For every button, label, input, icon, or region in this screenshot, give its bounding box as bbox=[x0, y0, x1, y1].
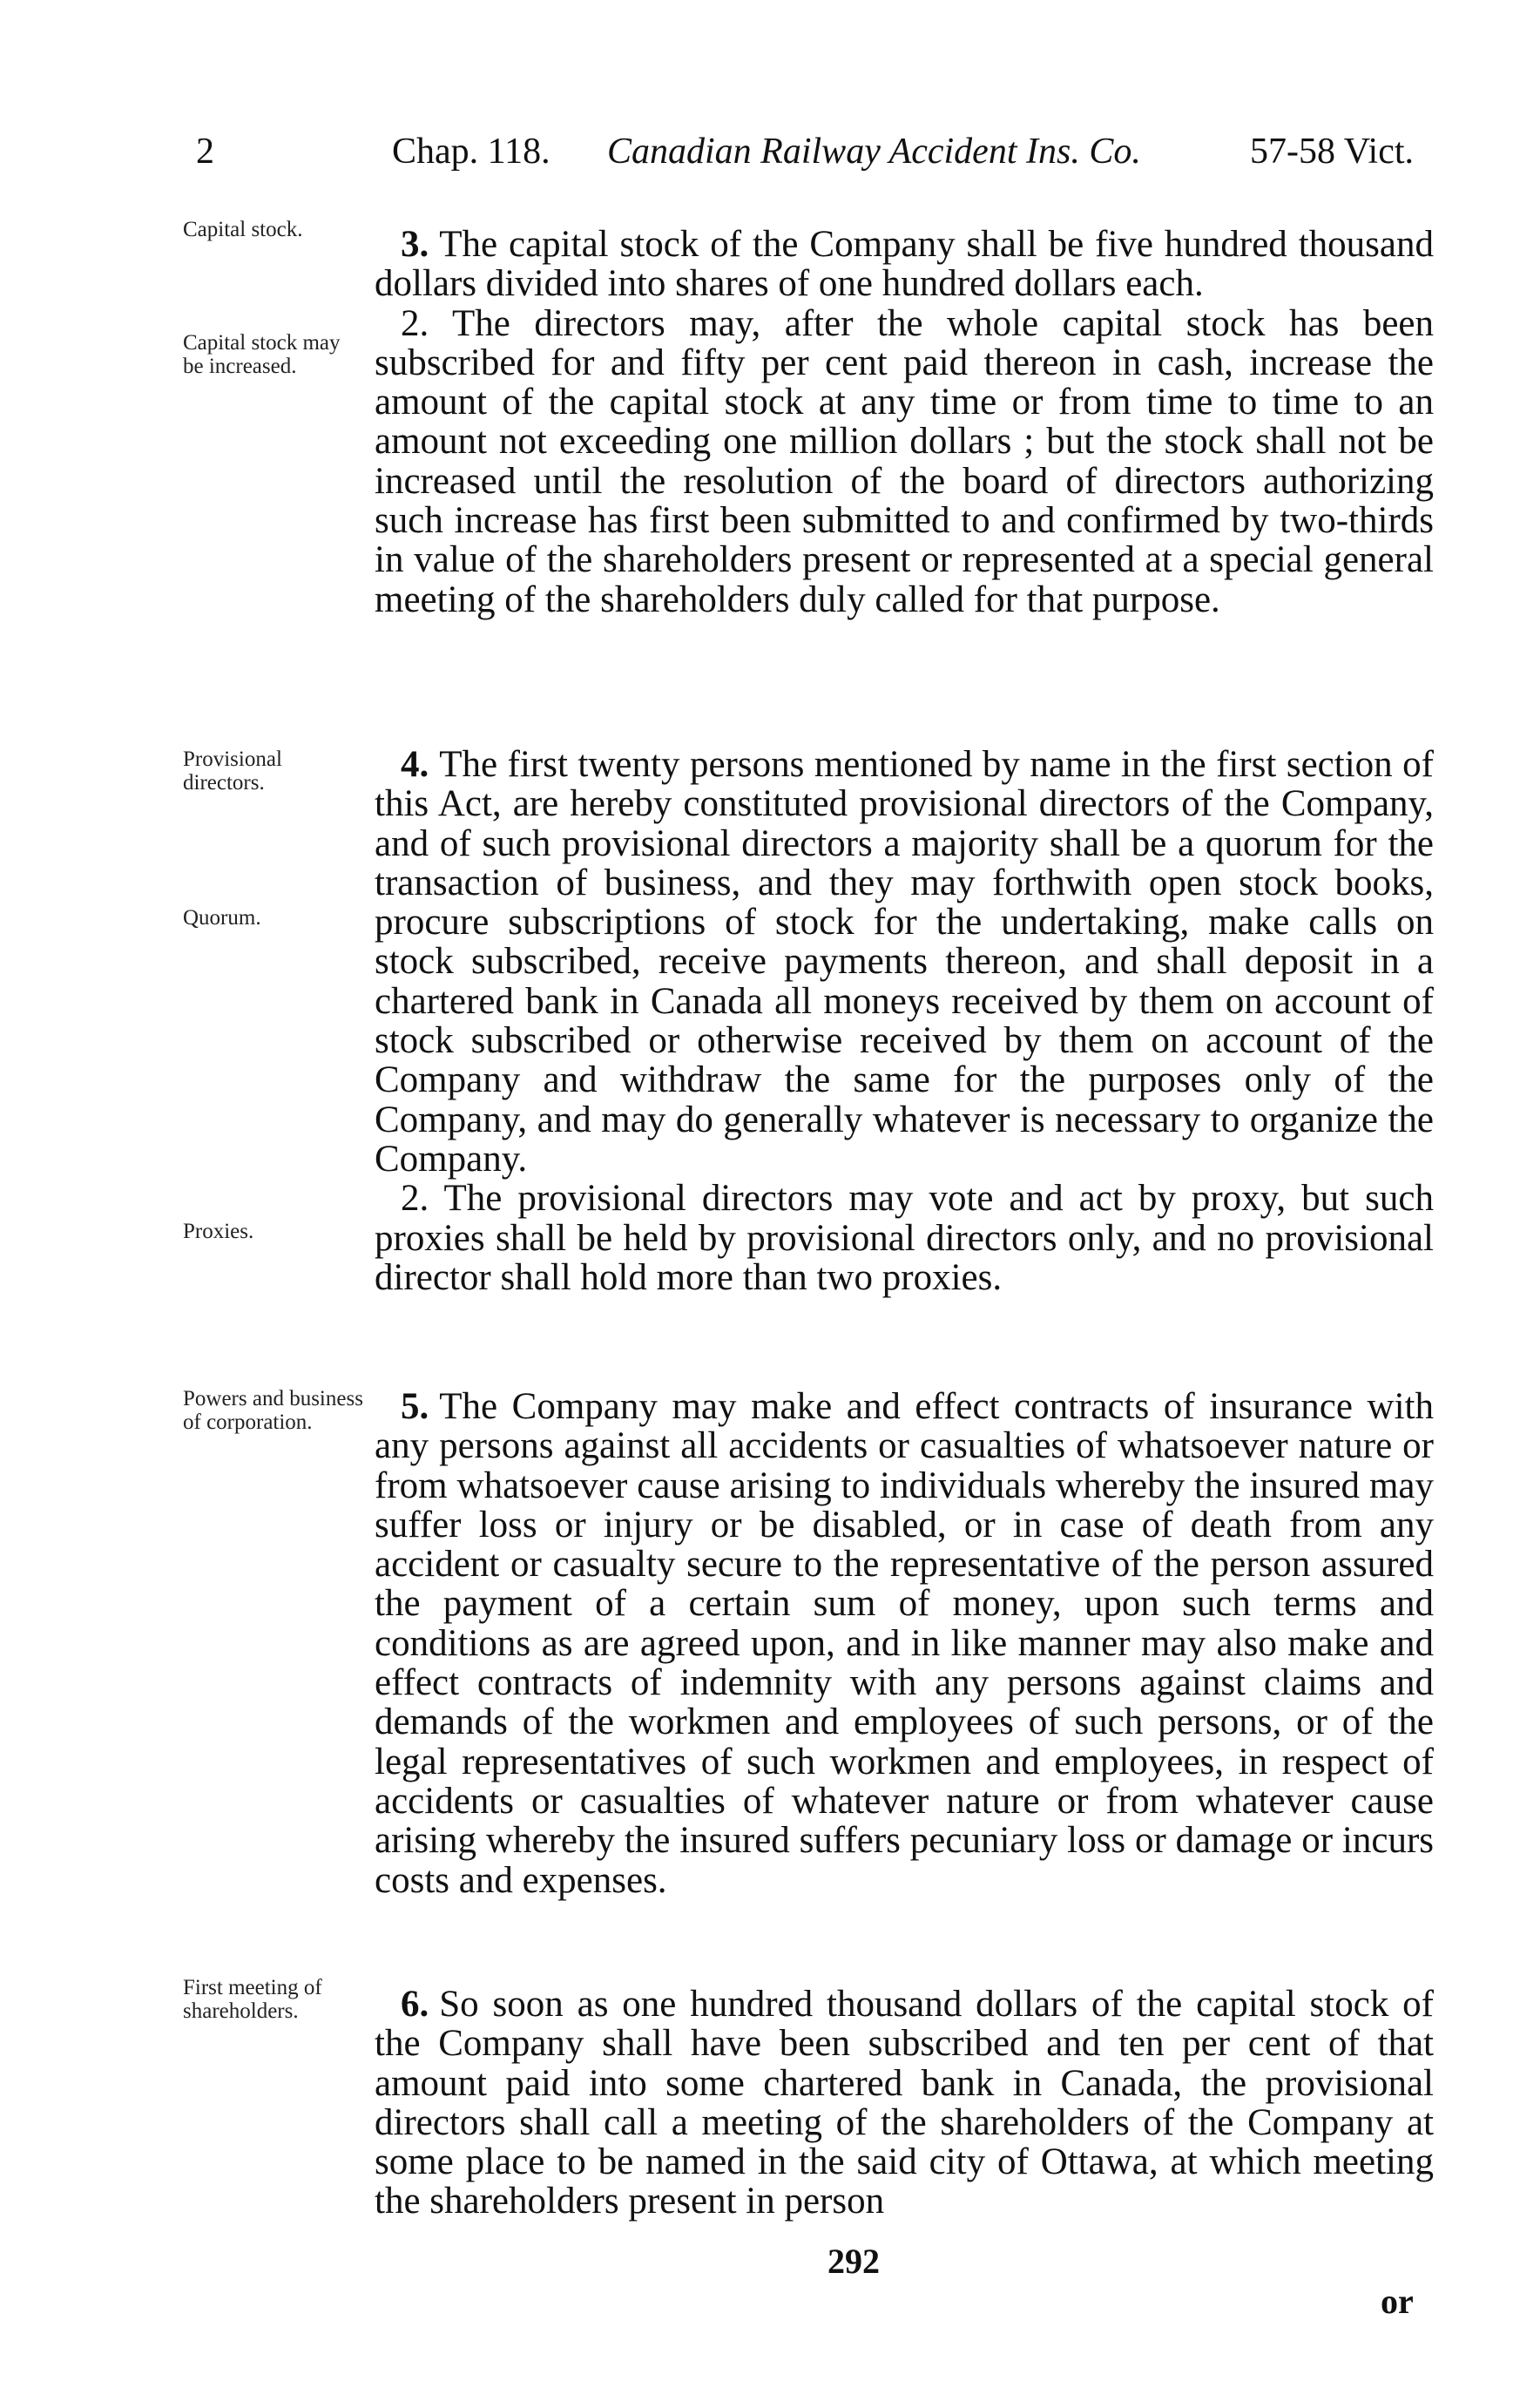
catchword: or bbox=[1381, 2282, 1414, 2321]
section-paragraph bbox=[375, 304, 1434, 619]
running-title: Canadian Railway Accident Ins. Co. bbox=[607, 132, 1141, 172]
paragraph-text: 2. The directors may, after the whole capital stock has been subscribed for and fifty per cent paid thereon in cash, increase the amount of the capital stock at any time or from time to time to an amount not exceeding one million dollars ; but the stock shall not be increased until the resolution of the board of directors authorizing such increase has first been submitted to and confirmed by two-thirds in value of the shareholders present or represented at a special general meeting of the shareholders duly called for that purpose. bbox=[375, 302, 1434, 620]
margin-note: Proxies. bbox=[183, 1220, 254, 1243]
paragraph-text: So soon as one hundred thousand dollars of the capital stock of the Company shall have been subscribed and ten per cent of that amount paid into some chartered bank in Canada, the provisional directors shall call a meeting of the shareholders of the Company at some place to be named in the said city of Ottawa, at which meeting the shareholders present in person bbox=[375, 1984, 1434, 2222]
margin-note: Capital stock may be increased. bbox=[183, 331, 341, 378]
section-number: 5. bbox=[401, 1386, 429, 1427]
margin-note: Provisional directors. bbox=[183, 747, 282, 795]
margin-note: Powers and business of corporation. bbox=[183, 1387, 363, 1434]
section-paragraph bbox=[375, 225, 1434, 304]
margin-note: Quorum. bbox=[183, 906, 261, 930]
section-5 bbox=[375, 1387, 1434, 1900]
paragraph-text: 2. The provisional directors may vote and act by proxy, but such proxies shall be held by provisional directors only, and no provisional director shall hold more than two proxies. bbox=[375, 1178, 1434, 1298]
section-3 bbox=[375, 225, 1434, 619]
margin-note: Capital stock. bbox=[183, 218, 303, 241]
chapter-label: Chap. 118. bbox=[392, 132, 550, 172]
section-6 bbox=[375, 1985, 1434, 2222]
page-header bbox=[196, 131, 1435, 183]
section-number: 6. bbox=[401, 1984, 429, 2025]
paragraph-text: The capital stock of the Company shall be five hundred thousand dollars divided into shares of one hundred dollars each. bbox=[375, 224, 1434, 305]
section-paragraph bbox=[375, 745, 1434, 1179]
section-4 bbox=[375, 745, 1434, 1297]
section-number: 3. bbox=[401, 224, 429, 265]
section-number: 4. bbox=[401, 744, 429, 785]
paragraph-text: The first twenty persons mentioned by name in the first section of this Act, are hereby constituted provisional directors of the Company, and of such provisional directors a majority shall be a quorum for the transaction of business, and they may forthwith open stock books, procure subscriptions of stock for the undertaking, make calls on stock subscribed, receive payments thereon, and shall deposit in a chartered bank in Canada all moneys received by them on account of stock subscribed or otherwise received by them on account of the Company and withdraw the same for the purposes only of the Company, and may do generally whatever is necessary to organize the Company. bbox=[375, 744, 1434, 1180]
section-paragraph bbox=[375, 1387, 1434, 1900]
paragraph-text: The Company may make and effect contracts of insurance with any persons against all accidents or casualties of whatsoever nature or from whatsoever cause arising to individuals whereby the insured may suffer loss or injury or be disabled, or in case of death from any accident or casualty secure to the representative of the person assured the payment of a certain sum of money, upon such terms and conditions as are agreed upon, and in like manner may also make and effect contracts of indemnity with any persons against claims and demands of the workmen and employees of such persons, or of the legal representatives of such workmen and employees, in respect of accidents or casualties of whatever nature or from whatever cause arising whereby the insured suffers pecuniary loss or damage or incurs costs and expenses. bbox=[375, 1386, 1434, 1901]
folio-number: 292 bbox=[827, 2242, 880, 2281]
session-label: 57-58 Vict. bbox=[1250, 132, 1415, 172]
section-paragraph bbox=[375, 1985, 1434, 2222]
margin-note: First meeting of shareholders. bbox=[183, 1976, 322, 2023]
page-number: 2 bbox=[196, 132, 214, 172]
section-paragraph bbox=[375, 1179, 1434, 1297]
